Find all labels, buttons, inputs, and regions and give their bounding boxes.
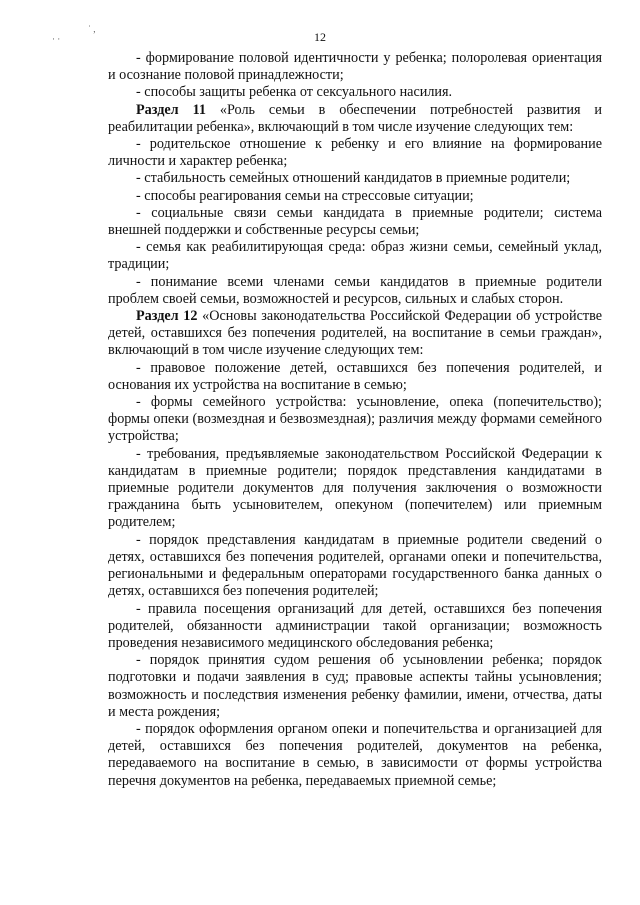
paragraph: - способы защиты ребенка от сексуального насилия. bbox=[136, 84, 453, 101]
paragraph: - социальные связи семьи кандидата в приемные родители; система внешней поддержки и собственные ресурсы семьи; bbox=[108, 204, 602, 239]
paragraph: - способы реагирования семьи на стрессовые ситуации; bbox=[136, 187, 474, 204]
paragraph: - требования, предъявляемые законодательством Российской Федерации к кандидатам в приемные родители; порядок представления кандидатами в приемные родители документов для получения заключения о возможности гражданина быть усыновителем, опекуном (попечителем) или приемным родителем; bbox=[108, 445, 602, 531]
scan-artifact: ˙ , bbox=[88, 24, 96, 34]
paragraph: - стабильность семейных отношений кандидатов в приемные родители; bbox=[136, 170, 571, 187]
section-label: Раздел 12 bbox=[136, 308, 198, 325]
paragraph: - порядок оформления органом опеки и попечительства и организацией для детей, оставшихся без попечения родителей, документов на ребенка, передаваемого на воспитание в семью, в зависимости от формы устройства перечня документов на ребенка, передаваемых приемной семье; bbox=[108, 720, 602, 789]
paragraph: - правовое положение детей, оставшихся без попечения родителей, и основания их устройства на воспитание в семью; bbox=[108, 359, 602, 393]
paragraph: - родительское отношение к ребенку и его влияние на формирование личности и характер ребенка; bbox=[108, 136, 602, 170]
paragraph: - порядок представления кандидатам в приемные родители сведений о детях, оставшихся без попечения родителей, органами опеки и попечительства, региональными и федеральным операторами государственного банка данных о детях, оставшихся без попечения родителей; bbox=[108, 531, 602, 600]
page-number: 12 bbox=[314, 30, 326, 44]
paragraph: - формы семейного устройства: усыновление, опека (попечительство); формы опеки (возмездная и безвозмездная); различия между формами семейного устройства; bbox=[108, 394, 602, 445]
paragraph: - правила посещения организаций для детей, оставшихся без попечения родителей, обязанности администрации такой организации; возможность проведения независимого медицинского обследования ребенка; bbox=[108, 600, 602, 651]
section-label: Раздел 11 bbox=[136, 101, 206, 118]
scan-artifact: · · bbox=[52, 34, 61, 44]
paragraph: - порядок принятия судом решения об усыновлении ребенка; порядок подготовки и подачи заявления в суд; правовые аспекты тайны усыновления; возможность и последствия изменения ребенку фамилии, имени, отчества, даты и места рождения; bbox=[108, 652, 602, 720]
paragraph: - семья как реабилитирующая среда: образ жизни семьи, семейный уклад, традиции; bbox=[108, 239, 602, 273]
document-body bbox=[108, 50, 602, 790]
section-heading-paragraph: Раздел 12 «Основы законодательства Российской Федерации об устройстве детей, оставшихся без попечения родителей, на воспитание в семьи граждан», включающий в том числе изучение следующих тем: bbox=[108, 308, 602, 359]
section-heading-paragraph: Раздел 11 «Роль семьи в обеспечении потребностей развития и реабилитации ребенка», включающий в том числе изучение следующих тем: bbox=[108, 101, 602, 135]
paragraph: - понимание всеми членами семьи кандидатов в приемные родители проблем своей семьи, возможностей и ресурсов, сильных и слабых сторон. bbox=[108, 273, 602, 307]
paragraph: - формирование половой идентичности у ребенка; полоролевая ориентация и осознание половой принадлежности; bbox=[108, 50, 602, 84]
